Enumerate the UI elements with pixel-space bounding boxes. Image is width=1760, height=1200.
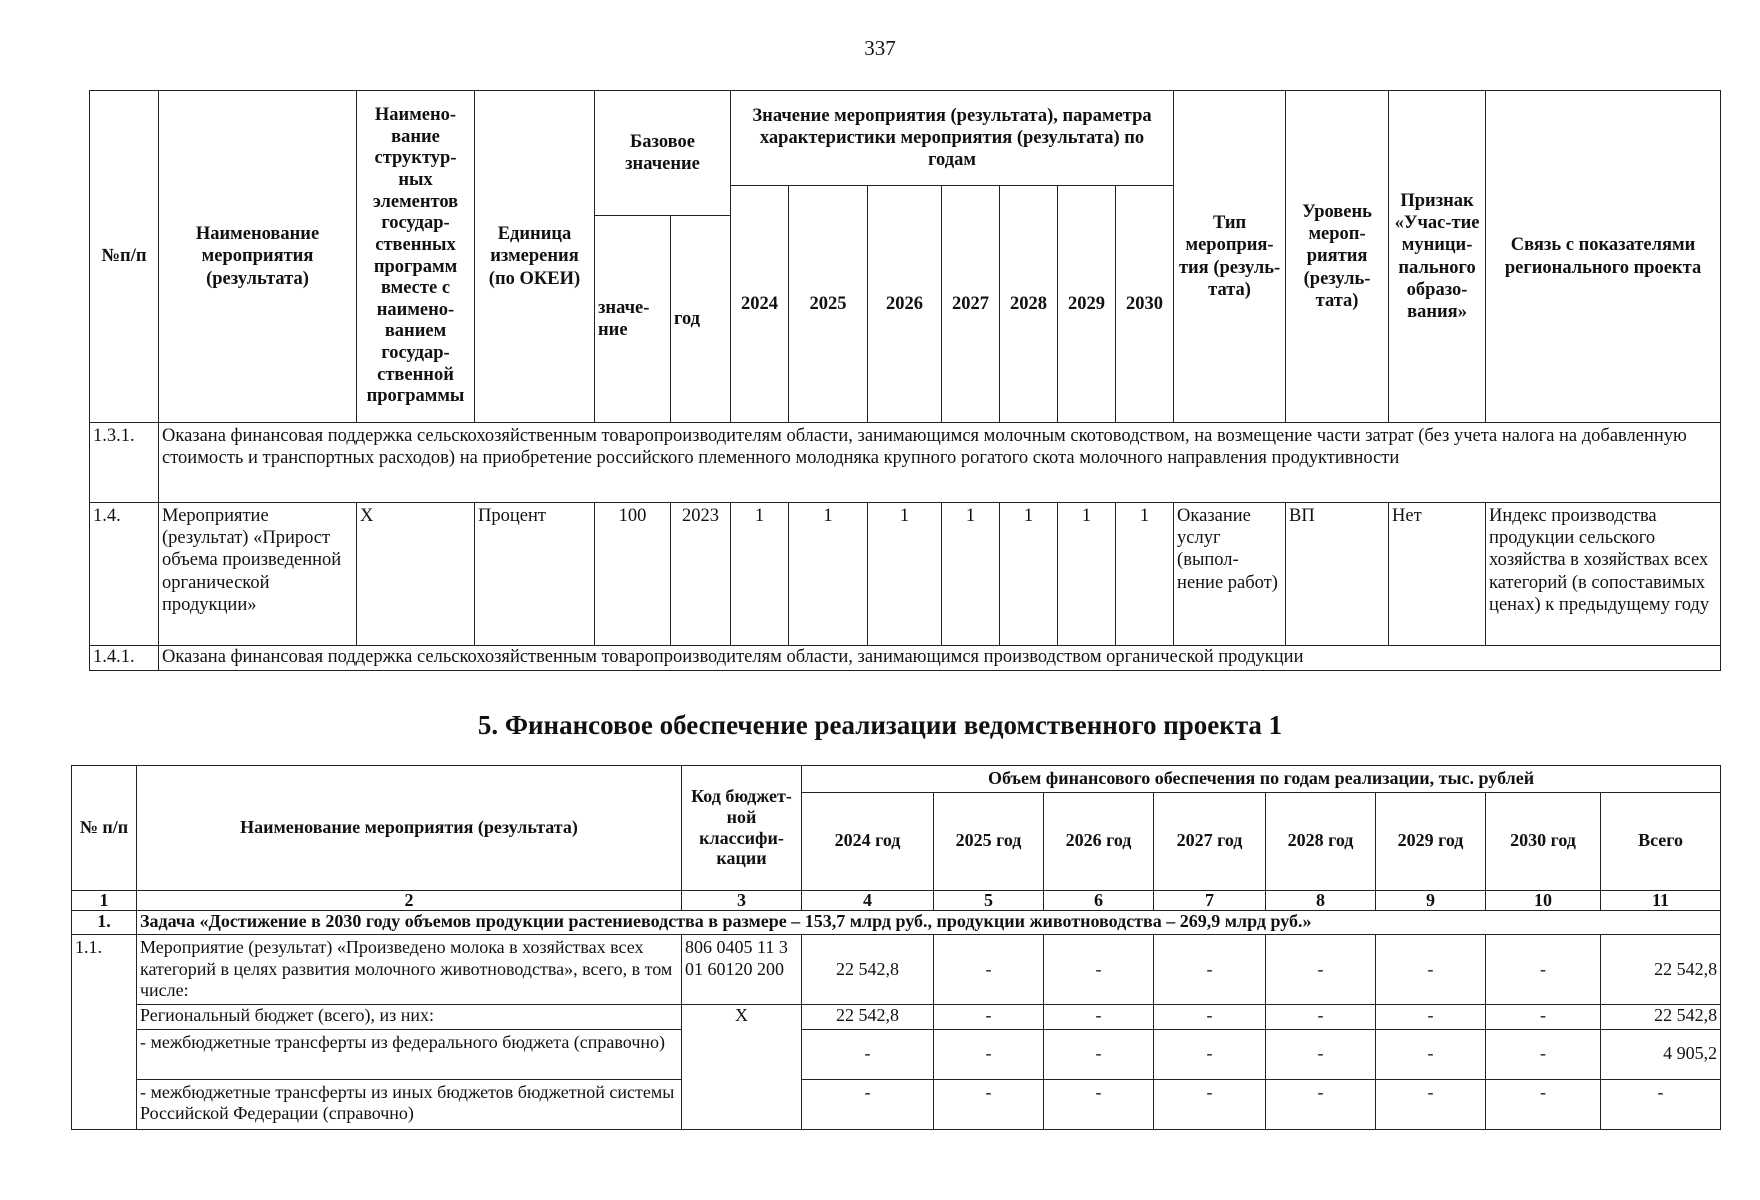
row-value: - (802, 1079, 934, 1129)
year-header: 2029 (1058, 186, 1116, 423)
index-cell: 6 (1044, 890, 1154, 910)
year-header: 2025 (789, 186, 868, 423)
index-cell: 4 (802, 890, 934, 910)
year-header: 2029 год (1376, 792, 1486, 890)
year-header: 2030 (1116, 186, 1174, 423)
index-cell: 11 (1601, 890, 1721, 910)
row-value: 1 (789, 503, 868, 646)
table-row (90, 503, 1721, 646)
col-type-header: Тип мероприя-тия (резуль-тата) (1174, 91, 1286, 423)
row-value: - (1266, 1029, 1376, 1079)
row-value: - (1486, 935, 1601, 1005)
row-name: Мероприятие (результат) «Произведено молока в хозяйствах всех категорий в целях развития молочного животноводства», всего, в том числе: (137, 935, 682, 1005)
row-value: - (1376, 1004, 1486, 1029)
row-value: 1 (1000, 503, 1058, 646)
year-header: 2030 год (1486, 792, 1601, 890)
row-unit: Процент (475, 503, 595, 646)
index-row (72, 890, 1721, 910)
row-code: 806 0405 11 3 01 60120 200 (682, 935, 802, 1005)
index-cell: 1 (72, 890, 137, 910)
year-header: 2024 (731, 186, 789, 423)
index-cell: 10 (1486, 890, 1601, 910)
table-row (90, 646, 1721, 671)
row-value: - (1486, 1029, 1601, 1079)
row-num: 1.3.1. (90, 423, 159, 503)
row-value: 1 (942, 503, 1000, 646)
row-value: - (1044, 1004, 1154, 1029)
total-header: Всего (1601, 792, 1721, 890)
row-total: 4 905,2 (1601, 1029, 1721, 1079)
table-row (90, 423, 1721, 503)
index-cell: 9 (1376, 890, 1486, 910)
row-value: - (1376, 1079, 1486, 1129)
row-value: - (1486, 1004, 1601, 1029)
row-value: 1 (1058, 503, 1116, 646)
col-num-header: №п/п (90, 91, 159, 423)
financing-table (71, 765, 1721, 1130)
col-link-header: Связь с показателями регионального проекта (1486, 91, 1721, 423)
page-number: 337 (864, 36, 896, 60)
table-row (72, 935, 1721, 1005)
col-name-header: Наименование мероприятия (результата) (137, 766, 682, 891)
task-num: 1. (72, 910, 137, 935)
base-year-header: год (671, 216, 731, 423)
row-value: 22 542,8 (802, 935, 934, 1005)
year-header: 2026 год (1044, 792, 1154, 890)
row-base-value: 100 (595, 503, 671, 646)
row-value: - (1044, 1029, 1154, 1079)
year-header: 2027 (942, 186, 1000, 423)
year-header: 2024 год (802, 792, 934, 890)
year-header: 2026 (868, 186, 942, 423)
index-cell: 2 (137, 890, 682, 910)
row-level: ВП (1286, 503, 1389, 646)
row-value: - (934, 935, 1044, 1005)
year-header: 2028 (1000, 186, 1058, 423)
index-cell: 8 (1266, 890, 1376, 910)
row-text: Оказана финансовая поддержка сельскохозяйственным товаропроизводителям области, занимающимся молочным скотоводством, на возмещение части затрат (без учета налога на добавленную стоимость и транспортных расходов) на приобретение российского племенного молодняка крупного рогатого скота молочного направления продуктивности (159, 423, 1721, 503)
row-structural: Х (357, 503, 475, 646)
row-total: 22 542,8 (1601, 935, 1721, 1005)
row-name: Мероприятие (результат) «Прирост объема произведенной органической продукции» (159, 503, 357, 646)
row-text: Оказана финансовая поддержка сельскохозяйственным товаропроизводителям области, занимающимся производством органической продукции (159, 646, 1721, 671)
row-value: 1 (731, 503, 789, 646)
row-name: Региональный бюджет (всего), из них: (137, 1004, 682, 1029)
col-level-header: Уровень мероп-риятия (резуль-тата) (1286, 91, 1389, 423)
table-row (72, 1029, 1721, 1079)
col-volume-header: Объем финансового обеспечения по годам реализации, тыс. рублей (802, 766, 1721, 793)
row-code: Х (682, 1004, 802, 1129)
row-value: 1 (1116, 503, 1174, 646)
col-name-header: Наименование мероприятия (результата) (159, 91, 357, 423)
row-num: 1.4.1. (90, 646, 159, 671)
row-num: 1.1. (72, 935, 137, 1129)
row-value: - (1376, 935, 1486, 1005)
year-header: 2028 год (1266, 792, 1376, 890)
section-title: 5. Финансовое обеспечение реализации ведомственного проекта 1 (477, 710, 1283, 740)
table-row (72, 1004, 1721, 1029)
col-num-header: № п/п (72, 766, 137, 891)
row-total: 22 542,8 (1601, 1004, 1721, 1029)
row-value: - (1376, 1029, 1486, 1079)
year-header: 2027 год (1154, 792, 1266, 890)
row-value: - (1154, 1029, 1266, 1079)
col-unit-header: Единица измерения (по ОКЕИ) (475, 91, 595, 423)
col-municipal-header: Признак «Учас-тие муници-пального образо-вания» (1389, 91, 1486, 423)
row-value: - (1266, 1004, 1376, 1029)
row-name: - межбюджетные трансферты из федерального бюджета (справочно) (137, 1029, 682, 1079)
col-code-header: Код бюджет-ной классифи-кации (682, 766, 802, 891)
row-value: - (1486, 1079, 1601, 1129)
results-table (89, 90, 1721, 671)
row-value: - (1044, 935, 1154, 1005)
row-value: - (1154, 1004, 1266, 1029)
task-row (72, 910, 1721, 935)
year-header: 2025 год (934, 792, 1044, 890)
row-value: - (934, 1004, 1044, 1029)
index-cell: 7 (1154, 890, 1266, 910)
row-link: Индекс производства продукции сельского хозяйства в хозяйствах всех категорий (в сопоставимых ценах) к предыдущему году (1486, 503, 1721, 646)
row-value: - (1154, 1079, 1266, 1129)
index-cell: 5 (934, 890, 1044, 910)
table-row (72, 1079, 1721, 1129)
row-value: - (1266, 1079, 1376, 1129)
row-type: Оказание услуг (выпол-нение работ) (1174, 503, 1286, 646)
row-municipal: Нет (1389, 503, 1486, 646)
row-value: - (802, 1029, 934, 1079)
index-cell: 3 (682, 890, 802, 910)
row-value: - (1266, 935, 1376, 1005)
task-text: Задача «Достижение в 2030 году объемов продукции растениеводства в размере – 153,7 млрд руб., продукции животноводства – 269,9 млрд руб.» (137, 910, 1721, 935)
row-base-year: 2023 (671, 503, 731, 646)
col-base-header: Базовое значение (595, 91, 731, 216)
row-value: - (1044, 1079, 1154, 1129)
row-value: 1 (868, 503, 942, 646)
row-name: - межбюджетные трансферты из иных бюджетов бюджетной системы Российской Федерации (справочно) (137, 1079, 682, 1129)
col-values-header: Значение мероприятия (результата), параметра характеристики мероприятия (результата) по годам (731, 91, 1174, 186)
row-value: - (934, 1079, 1044, 1129)
row-total: - (1601, 1079, 1721, 1129)
row-value: 22 542,8 (802, 1004, 934, 1029)
col-structural-header: Наимено-вание структур-ных элементов государ-ственных программ вместе с наимено-ванием государ-ственной программы (357, 91, 475, 423)
base-value-header: значе-ние (595, 216, 671, 423)
row-num: 1.4. (90, 503, 159, 646)
row-value: - (934, 1029, 1044, 1079)
row-value: - (1154, 935, 1266, 1005)
